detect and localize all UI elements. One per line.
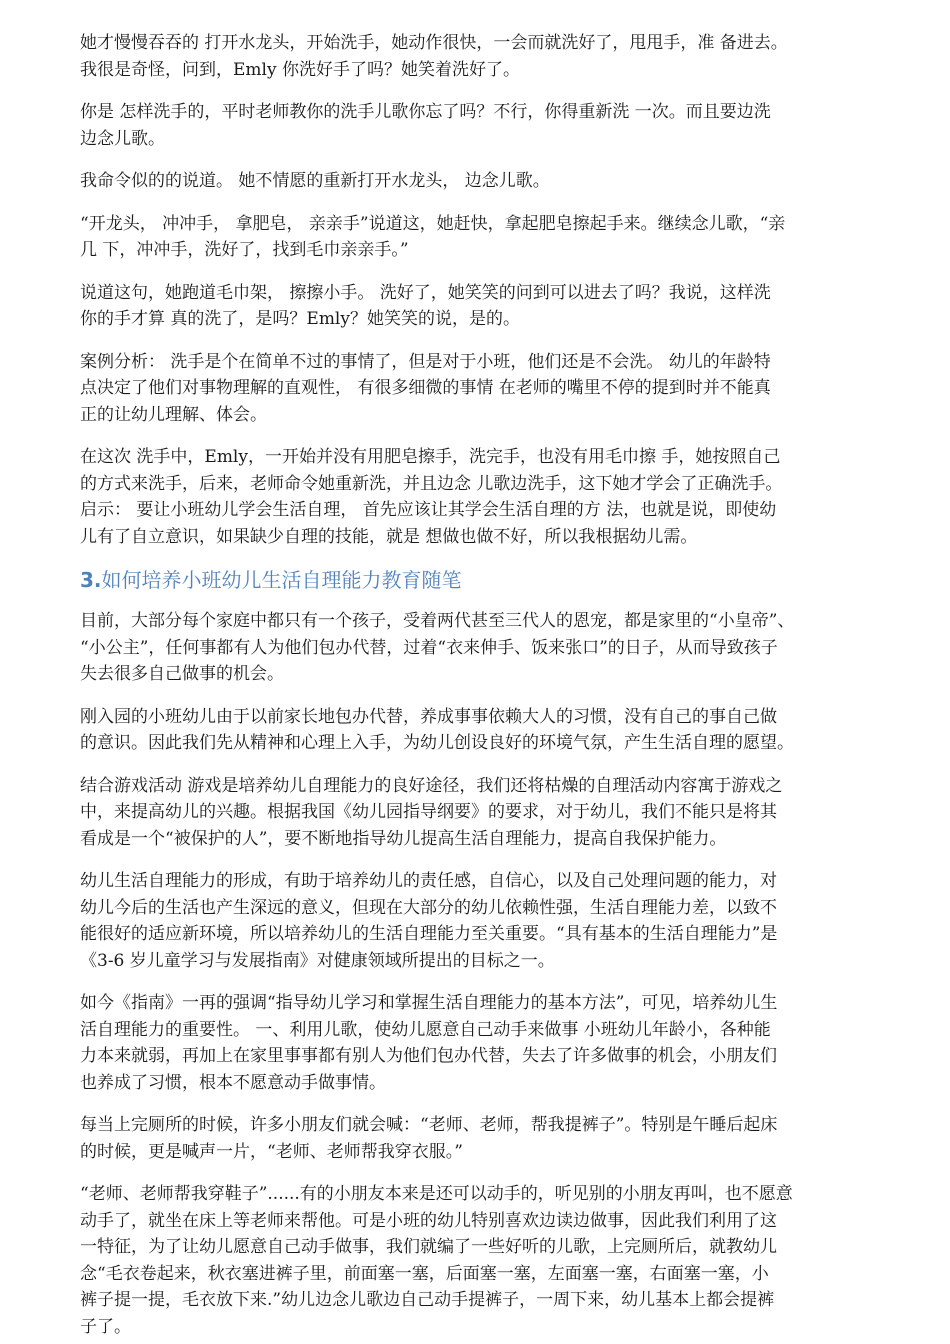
text-line: 《3-6 岁儿童学习与发展指南》对健康领域所提出的目标之一。 [80,950,555,971]
text-line: 的时候，更是喊声一片，“老师、老师帮我穿衣服。” [80,1141,463,1162]
paragraph [80,608,910,688]
paragraph [80,1181,910,1340]
text-line: 如今《指南》一再的强调“指导幼儿学习和掌握生活自理能力的基本方法”，可见，培养幼儿生 [80,993,778,1013]
text-line: 幼儿今后的生活也产生深远的意义，但现在大部分的幼儿依赖性强，生活自理能力差，以致不 [80,897,777,918]
section-title: 如何培养小班幼儿生活自理能力教育随笔 [101,568,462,592]
text-line: 动手了，就坐在床上等老师来帮他。可是小班的幼儿特别喜欢边读边做事，因此我们利用了这 [80,1210,777,1231]
section-number: 3. [80,568,102,592]
paragraph [80,990,910,1096]
text-line: “开龙头， 冲冲手， 拿肥皂， 亲亲手”说道这，她赶快，拿起肥皂擦起手来。继续念儿歌，“亲 [80,213,786,234]
text-line: 我命令似的的说道。 她不情愿的重新打开水龙头， 边念儿歌。 [80,171,550,191]
paragraph [80,211,910,264]
text-line: 你是 怎样洗手的，平时老师教你的洗手儿歌你忘了吗？不行，你得重新洗 一次。而且要边洗 [80,102,771,122]
paragraph [80,349,910,429]
text-line: 力本来就弱，再加上在家里事事都有别人为他们包办代替，失去了许多做事的机会，小朋友们 [80,1046,777,1066]
paragraph [80,1112,910,1165]
text-line: 她才慢慢吞吞的 打开水龙头，开始洗手，她动作很快，一会而就洗好了，甩甩手，准 备进去。 [80,33,788,53]
text-line: 幼儿生活自理能力的形成，有助于培养幼儿的责任感，自信心，以及自己处理问题的能力，对 [80,871,777,891]
paragraph [80,30,910,83]
paragraph [80,773,910,853]
text-line: 活自理能力的重要性。 一、利用儿歌，使幼儿愿意自己动手来做事 小班幼儿年龄小，各种能 [80,1019,771,1040]
text-line: 案例分析： 洗手是个在简单不过的事情了，但是对于小班，他们还是不会洗。 幼儿的年龄特 [80,351,771,372]
text-line: 也养成了习惯，根本不愿意动手做事情。 [80,1072,386,1093]
essay-section [80,608,910,1340]
text-line: 你的手才算 真的洗了，是吗？Emly？她笑笑的说，是的。 [80,309,520,329]
text-line: 儿有了自立意识，如果缺少自理的技能，就是 想做也做不好，所以我根据幼儿需。 [80,526,698,547]
text-line: 启示： 要让小班幼儿学会生活自理， 首先应该让其学会生活自理的方 法，也就是说，即使幼 [80,500,777,520]
text-line: 能很好的适应新环境，所以培养幼儿的生活自理能力至关重要。“具有基本的生活自理能力”是 [80,924,778,944]
text-line: 点决定了他们对事物理解的直观性， 有很多细微的事情 在老师的嘴里不停的提到时并不能真 [80,378,771,398]
paragraph [80,168,910,195]
paragraph [80,704,910,757]
text-line: “老师、老师帮我穿鞋子”......有的小朋友本来是还可以动手的，听见别的小朋友再叫，也不愿意 [80,1184,793,1204]
paragraph [80,868,910,974]
paragraph [80,280,910,333]
text-line: 正的让幼儿理解、体会。 [80,404,267,425]
text-line: 的意识。因此我们先从精神和心理上入手，为幼儿创设良好的环境气氛，产生生活自理的愿望。 [80,733,794,753]
text-line: 裤子提一提，毛衣放下来.”幼儿边念儿歌边自己动手提裤子，一周下来，幼儿基本上都会提裤 [80,1290,775,1310]
paragraph [80,99,910,152]
paragraph [80,444,910,550]
text-line: 每当上完厕所的时候，许多小朋友们就会喊：“老师、老师，帮我提裤子”。特别是午睡后起床 [80,1115,778,1135]
text-line: 的方式来洗手，后来，老师命令她重新洗，并且边念 儿歌边洗手，这下她才学会了正确洗手。 [80,473,783,494]
story-section [80,30,910,550]
text-line: “小公主”，任何事都有人为他们包办代替，过着“衣来伸手、饭来张口”的日子，从而导致孩子 [80,637,778,658]
text-line: 子了。 [80,1316,131,1337]
text-line: 中，来提高幼儿的兴趣。根据我国《幼儿园指导纲要》的要求，对于幼儿，我们不能只是将其 [80,802,777,822]
text-line: 念“毛衣卷起来，秋衣塞进裤子里，前面塞一塞，后面塞一塞，左面塞一塞，右面塞一塞，小 [80,1263,769,1284]
text-line: 几 下，冲冲手，洗好了，找到毛巾亲亲手。” [80,240,409,260]
text-line: 目前，大部分每个家庭中都只有一个孩子，受着两代甚至三代人的恩宠，都是家里的“小皇帝”、 [80,611,795,631]
text-line: 刚入园的小班幼儿由于以前家长地包办代替，养成事事依赖大人的习惯，没有自己的事自己做 [80,706,777,727]
text-line: 失去很多自己做事的机会。 [80,664,284,684]
text-line: 一特征，为了让幼儿愿意自己动手做事，我们就编了一些好听的儿歌，上完厕所后，就教幼儿 [80,1237,777,1257]
text-line: 我很是奇怪，问到，Emly 你洗好手了吗？她笑着洗好了。 [80,59,520,80]
text-line: 看成是一个“被保护的人”，要不断地指导幼儿提高生活自理能力，提高自我保护能力。 [80,828,727,849]
text-line: 说道这句，她跑道毛巾架， 擦擦小手。 洗好了，她笑笑的问到可以进去了吗？我说，这样洗 [80,282,771,303]
section-heading [80,566,910,594]
text-line: 结合游戏活动 游戏是培养幼儿自理能力的良好途径，我们还将枯燥的自理活动内容寓于游戏之 [80,775,783,796]
text-line: 边念儿歌。 [80,128,165,149]
text-line: 在这次 洗手中，Emly，一开始并没有用肥皂擦手，洗完手，也没有用毛巾擦 手，她按照自己 [80,447,781,467]
